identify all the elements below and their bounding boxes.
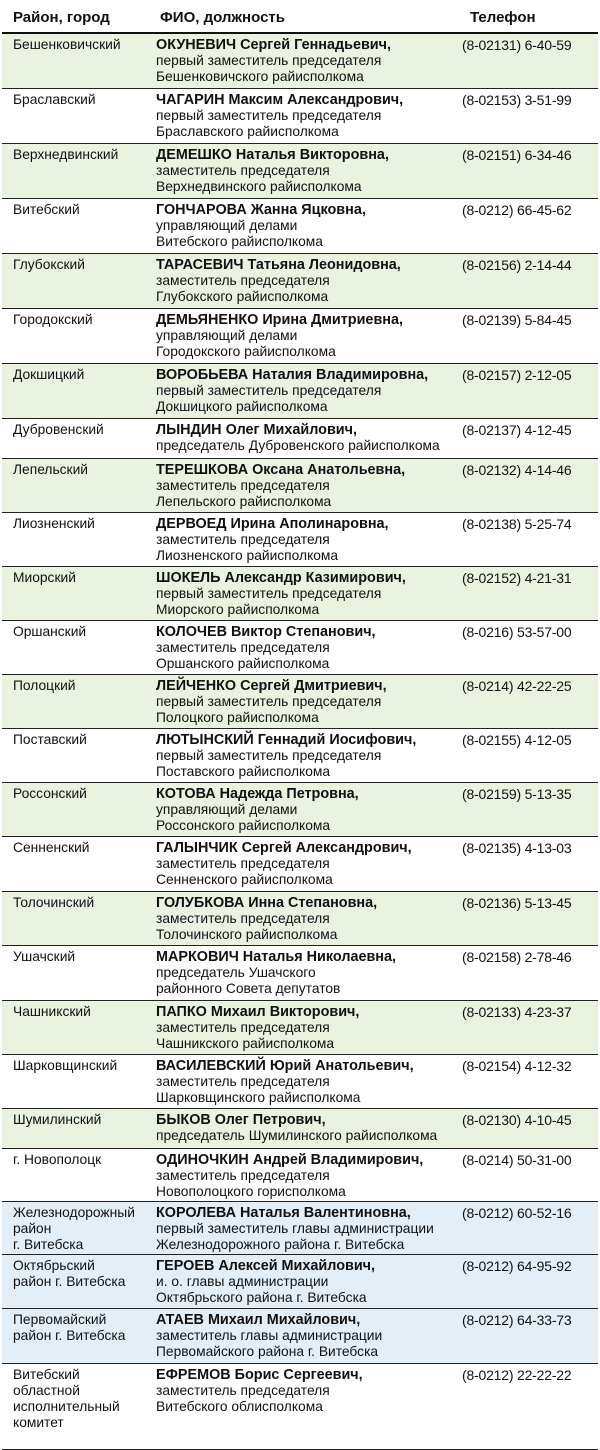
position-line: управляющий делами bbox=[156, 802, 298, 817]
phone-number: (8-02135) 4-13-03 bbox=[462, 840, 572, 856]
position-line: заместитель председателя bbox=[156, 640, 330, 655]
position-line: Сенненского райисполкома bbox=[156, 872, 333, 887]
person-name: ЛЮТЫНСКИЙ Геннадий Иосифович, bbox=[156, 732, 417, 748]
phone-number: (8-02133) 4-23-37 bbox=[462, 1004, 572, 1020]
table-header bbox=[2, 0, 598, 34]
position-line: Первомайского района г. Витебска bbox=[156, 1344, 379, 1359]
district-cell bbox=[13, 462, 148, 478]
position-line: Лепельского райисполкома bbox=[156, 494, 332, 509]
phone-number: (8-0212) 66-45-62 bbox=[462, 202, 572, 218]
person-cell bbox=[156, 1004, 461, 1052]
person-cell bbox=[156, 678, 461, 726]
table-row bbox=[2, 1255, 598, 1309]
position-line: председатель Шумилинского райисполкома bbox=[156, 1128, 438, 1143]
table-row bbox=[2, 144, 598, 199]
district-cell bbox=[13, 570, 148, 586]
table-row bbox=[2, 1202, 598, 1255]
person-name: ОДИНОЧКИН Андрей Владимирович, bbox=[156, 1152, 424, 1168]
position-line: заместитель главы администрации bbox=[156, 1328, 383, 1343]
phone-number: (8-02139) 5-84-45 bbox=[462, 312, 572, 328]
position-line: заместитель председателя bbox=[156, 856, 330, 871]
person-cell bbox=[156, 1258, 461, 1306]
district-line: Витебский bbox=[13, 1367, 80, 1382]
district-cell bbox=[13, 312, 148, 328]
table-row bbox=[2, 1309, 598, 1364]
person-name: ОКУНЕВИЧ Сергей Геннадьевич, bbox=[156, 37, 391, 53]
position-line: Новополоцкого горисполкома bbox=[156, 1184, 346, 1199]
district-line: Полоцкий bbox=[13, 678, 76, 693]
district-line: Верхнедвинский bbox=[13, 147, 119, 162]
person-cell bbox=[156, 92, 461, 140]
table-row bbox=[2, 459, 598, 513]
person-cell bbox=[156, 895, 461, 943]
district-cell bbox=[13, 257, 148, 273]
table-row bbox=[2, 419, 598, 459]
contacts-table bbox=[2, 0, 598, 1450]
district-line: Лиозненский bbox=[13, 516, 95, 531]
district-line: исполнительный bbox=[13, 1399, 120, 1414]
person-cell bbox=[156, 1367, 461, 1415]
person-name: ТЕРЕШКОВА Оксана Анатольевна, bbox=[156, 462, 406, 478]
person-name: ГЕРОЕВ Алексей Михайлович, bbox=[156, 1258, 376, 1274]
person-cell bbox=[156, 840, 461, 888]
position-line: Толочинского райисполкома bbox=[156, 927, 338, 942]
table-row bbox=[2, 513, 598, 567]
phone-number: (8-0214) 50-31-00 bbox=[462, 1152, 572, 1168]
phone-number: (8-02155) 4-12-05 bbox=[462, 732, 572, 748]
district-line: Шарковщинский bbox=[13, 1058, 118, 1073]
position-line: Шарковщинского райисполкома bbox=[156, 1090, 361, 1105]
district-cell bbox=[13, 92, 148, 108]
table-row bbox=[2, 783, 598, 837]
district-cell bbox=[13, 678, 148, 694]
person-name: ДЕРВОЕД Ирина Аполинаровна, bbox=[156, 516, 389, 532]
position-line: и. о. главы администрации bbox=[156, 1274, 329, 1289]
district-line: Бешенковичский bbox=[13, 37, 121, 52]
table-row bbox=[2, 1149, 598, 1202]
person-name: КОЛОЧЕВ Виктор Степанович, bbox=[156, 624, 376, 640]
position-line: первый заместитель председателя bbox=[156, 108, 382, 123]
district-line: комитет bbox=[13, 1415, 64, 1430]
position-line: Железнодорожного района г. Витебска bbox=[156, 1237, 405, 1252]
phone-number: (8-02130) 4-10-45 bbox=[462, 1112, 572, 1128]
district-cell bbox=[13, 516, 148, 532]
person-name: ДЕМЕШКО Наталья Викторовна, bbox=[156, 147, 389, 163]
phone-number: (8-0212) 64-95-92 bbox=[462, 1258, 572, 1274]
position-line: первый заместитель председателя bbox=[156, 694, 382, 709]
district-cell bbox=[13, 147, 148, 163]
phone-number: (8-02132) 4-14-46 bbox=[462, 462, 572, 478]
district-line: Октябрьский bbox=[13, 1258, 95, 1273]
person-cell bbox=[156, 462, 461, 510]
position-line: Глубокского райисполкома bbox=[156, 289, 329, 304]
position-line: заместитель председателя bbox=[156, 1168, 330, 1183]
district-line: Докшицкий bbox=[13, 367, 85, 382]
person-name: АТАЕВ Михаил Михайлович, bbox=[156, 1312, 361, 1328]
position-line: председатель Ушачского bbox=[156, 965, 316, 980]
district-line: Браславский bbox=[13, 92, 96, 107]
position-line: заместитель председателя bbox=[156, 1020, 330, 1035]
phone-number: (8-02158) 2-78-46 bbox=[462, 949, 572, 965]
phone-number: (8-02159) 5-13-35 bbox=[462, 786, 572, 802]
district-line: Дубровенский bbox=[13, 422, 104, 437]
person-name: ЛЕЙЧЕНКО Сергей Дмитриевич, bbox=[156, 678, 387, 694]
position-line: первый заместитель председателя bbox=[156, 586, 382, 601]
phone-number: (8-02152) 4-21-31 bbox=[462, 570, 572, 586]
position-line: первый заместитель председателя bbox=[156, 748, 382, 763]
district-line: г. Новополоцк bbox=[13, 1152, 102, 1167]
position-line: Миорского райисполкома bbox=[156, 602, 320, 617]
person-cell bbox=[156, 422, 461, 454]
district-cell bbox=[13, 1112, 148, 1128]
person-name: ЧАГАРИН Максим Александрович, bbox=[156, 92, 404, 108]
position-line: Витебского райисполкома bbox=[156, 234, 323, 249]
person-cell bbox=[156, 1205, 461, 1253]
person-name: ГАЛЫНЧИК Сергей Александрович, bbox=[156, 840, 412, 856]
district-line: Шумилинский bbox=[13, 1112, 102, 1127]
position-line: Чашникского райисполкома bbox=[156, 1036, 335, 1051]
district-cell bbox=[13, 1312, 148, 1344]
person-column-header: ФИО, должность bbox=[160, 9, 285, 26]
district-line: район bbox=[13, 1221, 52, 1236]
position-line: Городокского райисполкома bbox=[156, 344, 336, 359]
district-line: Россонский bbox=[13, 786, 87, 801]
district-cell bbox=[13, 202, 148, 218]
person-name: КОТОВА Надежда Петровна, bbox=[156, 786, 359, 802]
position-line: Докшицкого райисполкома bbox=[156, 399, 328, 414]
district-line: Толочинский bbox=[13, 895, 95, 910]
position-line: Оршанского райисполкома bbox=[156, 656, 330, 671]
table-row bbox=[2, 89, 598, 144]
phone-number: (8-02151) 6-34-46 bbox=[462, 147, 572, 163]
district-line: Сенненский bbox=[13, 840, 90, 855]
district-line: Миорский bbox=[13, 570, 76, 585]
table-row bbox=[2, 729, 598, 783]
district-cell bbox=[13, 422, 148, 438]
district-cell bbox=[13, 1152, 148, 1168]
district-line: Ушачский bbox=[13, 949, 76, 964]
phone-number: (8-0212) 22-22-22 bbox=[462, 1367, 572, 1383]
person-name: ТАРАСЕВИЧ Татьяна Леонидовна, bbox=[156, 257, 401, 273]
person-name: ДЕМЬЯНЕНКО Ирина Дмитриевна, bbox=[156, 312, 403, 328]
phone-column-header: Телефон bbox=[470, 9, 536, 26]
district-line: областной bbox=[13, 1383, 80, 1398]
position-line: Октябрьского района г. Витебска bbox=[156, 1290, 367, 1305]
district-cell bbox=[13, 1367, 148, 1431]
phone-number: (8-02156) 2-14-44 bbox=[462, 257, 572, 273]
table-row bbox=[2, 364, 598, 419]
district-line: Лепельский bbox=[13, 462, 89, 477]
position-line: Бешенковичского райисполкома bbox=[156, 69, 364, 84]
table-row bbox=[2, 1001, 598, 1055]
district-cell bbox=[13, 1258, 148, 1290]
table-body bbox=[2, 34, 598, 1450]
table-row bbox=[2, 892, 598, 946]
district-line: Первомайский bbox=[13, 1312, 107, 1327]
district-cell bbox=[13, 1058, 148, 1074]
person-name: МАРКОВИЧ Наталья Николаевна, bbox=[156, 949, 397, 965]
position-line: заместитель председателя bbox=[156, 478, 330, 493]
phone-number: (8-0212) 60-52-16 bbox=[462, 1205, 572, 1221]
person-cell bbox=[156, 1312, 461, 1360]
person-cell bbox=[156, 1152, 461, 1200]
position-line: заместитель председателя bbox=[156, 273, 330, 288]
position-line: управляющий делами bbox=[156, 218, 298, 233]
position-line: Россонского райисполкома bbox=[156, 818, 331, 833]
position-line: заместитель председателя bbox=[156, 1074, 330, 1089]
position-line: Лиозненского райисполкома bbox=[156, 548, 339, 563]
district-cell bbox=[13, 840, 148, 856]
table-row bbox=[2, 254, 598, 309]
table-row bbox=[2, 675, 598, 729]
position-line: Полоцкого райисполкома bbox=[156, 710, 319, 725]
person-cell bbox=[156, 147, 461, 195]
person-cell bbox=[156, 367, 461, 415]
phone-number: (8-02154) 4-12-32 bbox=[462, 1058, 572, 1074]
position-line: районного Совета депутатов bbox=[156, 981, 341, 996]
phone-number: (8-02157) 2-12-05 bbox=[462, 367, 572, 383]
position-line: Витебского облисполкома bbox=[156, 1399, 323, 1414]
position-line: первый заместитель председателя bbox=[156, 53, 382, 68]
person-cell bbox=[156, 1112, 461, 1144]
district-cell bbox=[13, 624, 148, 640]
person-cell bbox=[156, 312, 461, 360]
position-line: Браславского райисполкома bbox=[156, 124, 339, 139]
person-name: ПАПКО Михаил Викторович, bbox=[156, 1004, 360, 1020]
phone-number: (8-0212) 64-33-73 bbox=[462, 1312, 572, 1328]
position-line: Верхнедвинского райисполкома bbox=[156, 179, 362, 194]
person-cell bbox=[156, 37, 461, 85]
district-line: Чашникский bbox=[13, 1004, 91, 1019]
person-name: ГОНЧАРОВА Жанна Яцковна, bbox=[156, 202, 366, 218]
person-name: КОРОЛЕВА Наталья Валентиновна, bbox=[156, 1205, 411, 1221]
person-name: ЛЫНДИН Олег Михайлович, bbox=[156, 422, 357, 438]
person-cell bbox=[156, 257, 461, 305]
district-cell bbox=[13, 732, 148, 748]
table-row bbox=[2, 1055, 598, 1109]
person-cell bbox=[156, 516, 461, 564]
district-line: Поставский bbox=[13, 732, 87, 747]
district-line: район г. Витебска bbox=[13, 1328, 126, 1343]
person-name: ВОРОБЬЕВА Наталия Владимировна, bbox=[156, 367, 429, 383]
person-name: ШОКЕЛЬ Александр Казимирович, bbox=[156, 570, 406, 586]
person-cell bbox=[156, 570, 461, 618]
district-line: Витебский bbox=[13, 202, 80, 217]
phone-number: (8-02136) 5-13-45 bbox=[462, 895, 572, 911]
district-cell bbox=[13, 367, 148, 383]
person-cell bbox=[156, 732, 461, 780]
position-line: Поставского райисполкома bbox=[156, 764, 331, 779]
person-cell bbox=[156, 1058, 461, 1106]
phone-number: (8-02131) 6-40-59 bbox=[462, 37, 572, 53]
district-cell bbox=[13, 786, 148, 802]
table-row bbox=[2, 946, 598, 1001]
position-line: председатель Дубровенского райисполкома bbox=[156, 438, 440, 453]
district-line: район г. Витебска bbox=[13, 1274, 126, 1289]
position-line: заместитель председателя bbox=[156, 1383, 330, 1398]
district-cell bbox=[13, 37, 148, 53]
phone-number: (8-02153) 3-51-99 bbox=[462, 92, 572, 108]
position-line: управляющий делами bbox=[156, 328, 298, 343]
phone-number: (8-0214) 42-22-25 bbox=[462, 678, 572, 694]
position-line: заместитель председателя bbox=[156, 532, 330, 547]
person-name: ГОЛУБКОВА Инна Степановна, bbox=[156, 895, 378, 911]
phone-number: (8-0216) 53-57-00 bbox=[462, 624, 572, 640]
position-line: заместитель председателя bbox=[156, 163, 330, 178]
person-cell bbox=[156, 949, 461, 997]
table-row bbox=[2, 567, 598, 621]
table-row bbox=[2, 309, 598, 364]
district-cell bbox=[13, 949, 148, 965]
district-line: Городокский bbox=[13, 312, 93, 327]
position-line: первый заместитель председателя bbox=[156, 383, 382, 398]
person-cell bbox=[156, 202, 461, 250]
table-row bbox=[2, 837, 598, 892]
person-cell bbox=[156, 786, 461, 834]
district-line: г. Витебска bbox=[13, 1237, 84, 1252]
person-name: БЫКОВ Олег Петрович, bbox=[156, 1112, 326, 1128]
table-row bbox=[2, 34, 598, 89]
position-line: первый заместитель главы администрации bbox=[156, 1221, 434, 1236]
person-name: ЕФРЕМОВ Борис Сергеевич, bbox=[156, 1367, 363, 1383]
phone-number: (8-02137) 4-12-45 bbox=[462, 422, 572, 438]
phone-number: (8-02138) 5-25-74 bbox=[462, 516, 572, 532]
district-cell bbox=[13, 1205, 148, 1253]
district-cell bbox=[13, 1004, 148, 1020]
district-cell bbox=[13, 895, 148, 911]
table-row bbox=[2, 1364, 598, 1450]
person-name: ВАСИЛЕВСКИЙ Юрий Анатольевич, bbox=[156, 1058, 414, 1074]
table-row bbox=[2, 621, 598, 675]
table-row bbox=[2, 199, 598, 254]
district-line: Оршанский bbox=[13, 624, 87, 639]
district-line: Глубокский bbox=[13, 257, 85, 272]
district-line: Железнодорожный bbox=[13, 1205, 135, 1220]
position-line: заместитель председателя bbox=[156, 911, 330, 926]
district-column-header: Район, город bbox=[13, 9, 110, 26]
table-row bbox=[2, 1109, 598, 1149]
person-cell bbox=[156, 624, 461, 672]
